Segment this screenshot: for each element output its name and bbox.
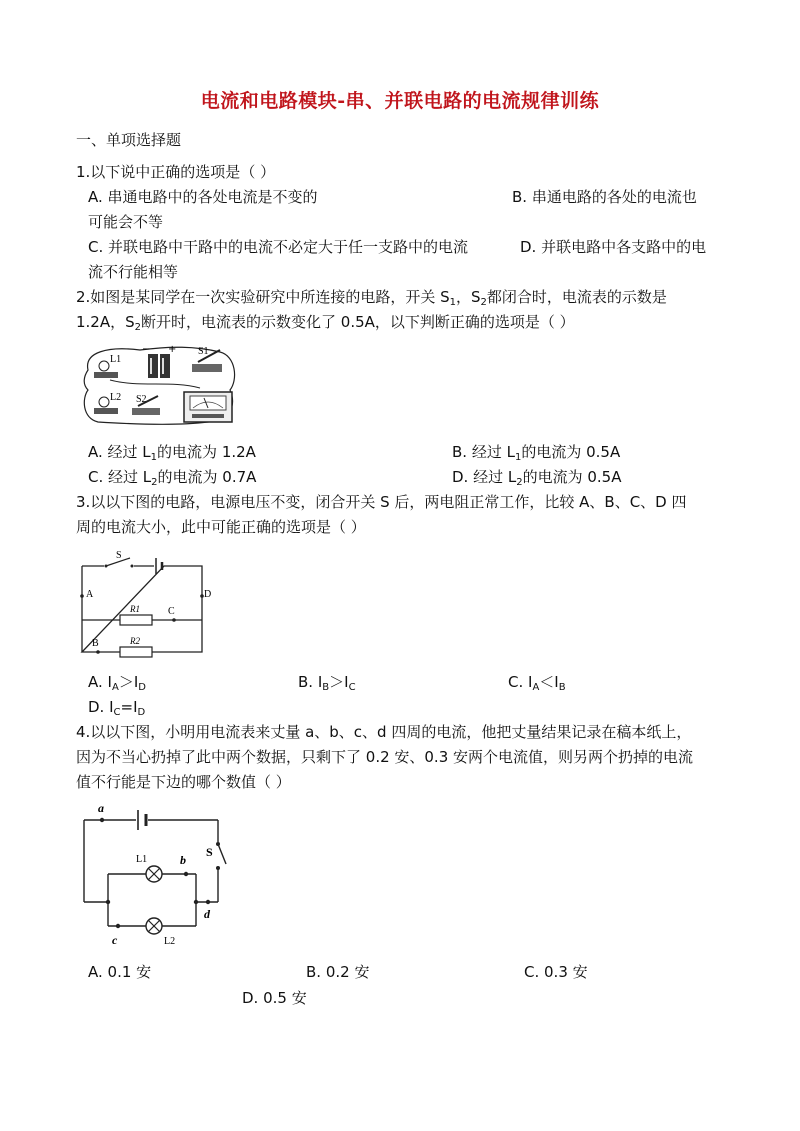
q4-option-d[interactable]: D. 0.5 安 xyxy=(242,989,307,1007)
label-plus: + xyxy=(168,344,177,355)
label-l1: L1 xyxy=(110,354,122,365)
q4-option-c[interactable]: C. 0.3 安 xyxy=(524,963,588,981)
q4-option-b[interactable]: B. 0.2 安 xyxy=(306,963,370,981)
lamp-l2-icon xyxy=(146,918,162,934)
label-l2: L2 xyxy=(164,936,176,947)
q3-stem-line1: 3.以以下图的电路，电源电压不变，闭合开关 S 后，两电阻正常工作，比较 A、B、C、D 四 xyxy=(76,493,687,511)
label-minus: − xyxy=(142,344,151,355)
q3-stem-line2: 周的电流大小，此中可能正确的选项是（ ） xyxy=(76,518,366,536)
q4-circuit-figure xyxy=(76,798,256,956)
q1-option-b[interactable]: B. 串通电路的各处的电流也 xyxy=(512,188,697,206)
q2-option-b[interactable]: B. 经过 $L_1$的电流为 0.5A xyxy=(452,443,621,463)
q2-stem-line2: 1.2A，$S_2$断开时，电流表的示数变化了 0.5A，以下判断正确的选项是（ ） xyxy=(76,313,575,333)
label-r2: R2 xyxy=(130,636,140,646)
page-title: 电流和电路模块-串、并联电路的电流规律训练 xyxy=(200,90,600,112)
q1-option-c[interactable]: C. 并联电路中干路中的电流不必定大于任一支路中的电流 xyxy=(88,238,469,256)
q3-option-d[interactable]: D. $I_C=I_D$ xyxy=(88,698,146,718)
label-s: S xyxy=(116,550,122,561)
q3-circuit-figure xyxy=(76,548,214,660)
q2-option-a[interactable]: A. 经过 $L_1$的电流为 1.2A xyxy=(88,443,256,463)
q3-option-a[interactable]: A. $I_A>I_D$ xyxy=(88,673,146,693)
q1-option-b-cont: 可能会不等 xyxy=(88,213,164,231)
q3-option-c[interactable]: C. $I_A<I_B$ xyxy=(508,673,566,693)
label-a: a xyxy=(98,801,104,815)
resistor-r1-icon xyxy=(120,615,152,625)
q1-option-d[interactable]: D. 并联电路中各支路中的电 xyxy=(520,238,707,256)
label-s2: S2 xyxy=(136,394,147,405)
label-r1: R1 xyxy=(130,604,140,614)
q2-stem-line1: 2.如图是某同学在一次实验研究中所连接的电路，开关 $S_1$，$S_2$都闭合时，电流表的示数是 xyxy=(76,288,667,308)
battery-icon xyxy=(138,810,146,830)
label-c: c xyxy=(112,933,118,947)
q2-circuit-figure xyxy=(80,340,240,428)
q1-option-a[interactable]: A. 串通电路中的各处电流是不变的 xyxy=(88,188,318,206)
battery-icon xyxy=(148,354,170,378)
lamp-l1-icon xyxy=(146,866,162,882)
label-a: A xyxy=(86,589,94,600)
q1-stem: 1.以下说中正确的选项是（ ） xyxy=(76,163,276,181)
label-d: D xyxy=(204,589,212,600)
label-s: S xyxy=(206,845,213,859)
section-heading: 一、单项选择题 xyxy=(76,131,182,149)
q3-option-b[interactable]: B. $I_B>I_C$ xyxy=(298,673,356,693)
switch-s-icon xyxy=(216,842,226,870)
label-l2: L2 xyxy=(110,392,122,403)
q4-stem-line1: 4.以以下图，小明用电流表来丈量 a、b、c、d 四周的电流，他把丈量结果记录在稿本纸上， xyxy=(76,723,692,741)
q4-stem-line2: 因为不当心扔掉了此中两个数据，只剩下了 0.2 安、0.3 安两个电流值，则另两个扔掉的电流 xyxy=(76,748,694,766)
label-b: b xyxy=(180,853,186,867)
q2-option-d[interactable]: D. 经过 $L_2$的电流为 0.5A xyxy=(452,468,622,488)
label-c: C xyxy=(168,606,175,617)
q2-option-c[interactable]: C. 经过 $L_2$的电流为 0.7A xyxy=(88,468,257,488)
resistor-r2-icon xyxy=(120,647,152,657)
label-d: d xyxy=(204,907,210,921)
q1-option-d-cont: 流不行能相等 xyxy=(88,263,179,281)
ammeter-icon xyxy=(184,392,232,422)
label-s1: S1 xyxy=(198,346,209,357)
q4-option-a[interactable]: A. 0.1 安 xyxy=(88,963,152,981)
q4-stem-line3: 值不行能是下边的哪个数值（ ） xyxy=(76,773,291,791)
label-l1: L1 xyxy=(136,854,148,865)
label-b: B xyxy=(92,638,99,649)
